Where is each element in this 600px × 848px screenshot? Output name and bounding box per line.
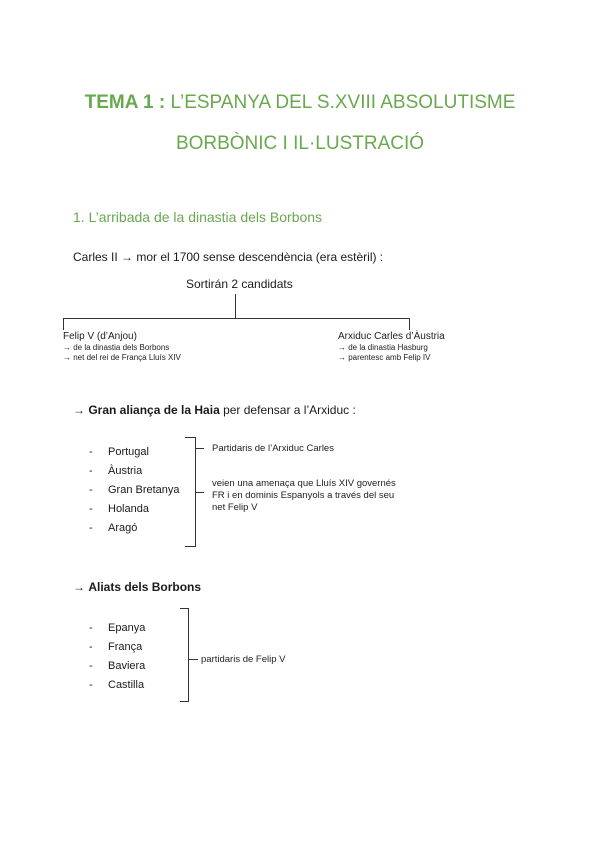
section-heading: 1. L’arribada de la dinastia dels Borbons <box>73 209 323 225</box>
alliance-arrow: → <box>73 403 85 417</box>
allies-note-tick <box>188 659 198 660</box>
tree-left-drop <box>63 318 64 330</box>
bullet-dash: - <box>89 622 93 634</box>
bullet-dash: - <box>89 522 93 534</box>
candidate-felip: Felip V (d’Anjou) <box>63 331 137 342</box>
allies-bracket-bottom <box>180 701 188 702</box>
candidate-carles-note-2: → parentesc amb Felip IV <box>338 353 431 362</box>
candidates-label: Sortirán 2 candidats <box>186 277 293 291</box>
candidate-felip-note-1: → de la dinastia dels Borbons <box>63 343 170 352</box>
candidate-felip-note-2: → net del rei de França Lluís XIV <box>63 353 181 362</box>
title-text-1: L’ESPANYA DEL S.XVIII ABSOLUTISME <box>170 92 516 113</box>
allies-bracket-vertical <box>188 608 189 702</box>
tree-right-drop <box>409 318 410 330</box>
alliance-note-tick-1 <box>195 448 204 449</box>
bullet-dash: - <box>89 484 93 496</box>
tree-stem <box>235 294 236 318</box>
bullet-dash: - <box>89 679 93 691</box>
alliance-heading <box>73 403 356 417</box>
list-item-label: Baviera <box>108 660 146 672</box>
alliance-bold: Gran aliança de la Haia <box>88 403 220 417</box>
list-item-label: Aragó <box>108 522 138 534</box>
alliance-note-2c: net Felip V <box>212 502 258 513</box>
title-text-2: BORBÒNIC I IL·LUSTRACIÓ <box>175 133 425 154</box>
allies-bracket-top <box>180 608 188 609</box>
allies-note: partidaris de Felip V <box>201 654 286 665</box>
intro-text: Carles II → mor el 1700 sense descendència (era estèril) : <box>73 250 384 264</box>
alliance-note-tick-2 <box>195 492 204 493</box>
bullet-dash: - <box>89 446 93 458</box>
list-item-label: Portugal <box>108 446 149 458</box>
allies-heading <box>73 580 201 594</box>
bullet-dash: - <box>89 641 93 653</box>
page-title-line1 <box>0 92 600 114</box>
allies-bold: Aliats dels Borbons <box>88 580 202 594</box>
alliance-note-2a: veien una amenaça que Lluís XIV governés <box>212 478 396 489</box>
alliance-note-2b: FR i en dominis Espanyols a través del seu <box>212 490 395 501</box>
bullet-dash: - <box>89 660 93 672</box>
alliance-bracket-top <box>185 437 195 438</box>
alliance-note-1: Partidaris de l’Arxiduc Carles <box>212 443 334 454</box>
alliance-bracket-bottom <box>185 546 195 547</box>
list-item-label: Àustria <box>108 465 143 477</box>
list-item-label: Epanya <box>108 622 146 634</box>
tree-bar <box>63 318 409 319</box>
list-item-label: França <box>108 641 143 653</box>
list-item-label: Castilla <box>108 679 145 691</box>
list-item-label: Holanda <box>108 503 149 515</box>
title-prefix: TEMA 1 : <box>84 92 166 113</box>
bullet-dash: - <box>89 465 93 477</box>
bullet-dash: - <box>89 503 93 515</box>
allies-arrow: → <box>73 580 85 594</box>
list-item-label: Gran Bretanya <box>108 484 180 496</box>
candidate-carles: Arxiduc Carles d’Àustria <box>338 331 445 342</box>
page-title-line2 <box>0 133 600 155</box>
allies-list <box>89 622 209 702</box>
alliance-list <box>89 446 209 546</box>
candidate-carles-note-1: → de la dinastia Hasburg <box>338 343 428 352</box>
alliance-rest: per defensar a l’Arxiduc : <box>219 403 356 417</box>
